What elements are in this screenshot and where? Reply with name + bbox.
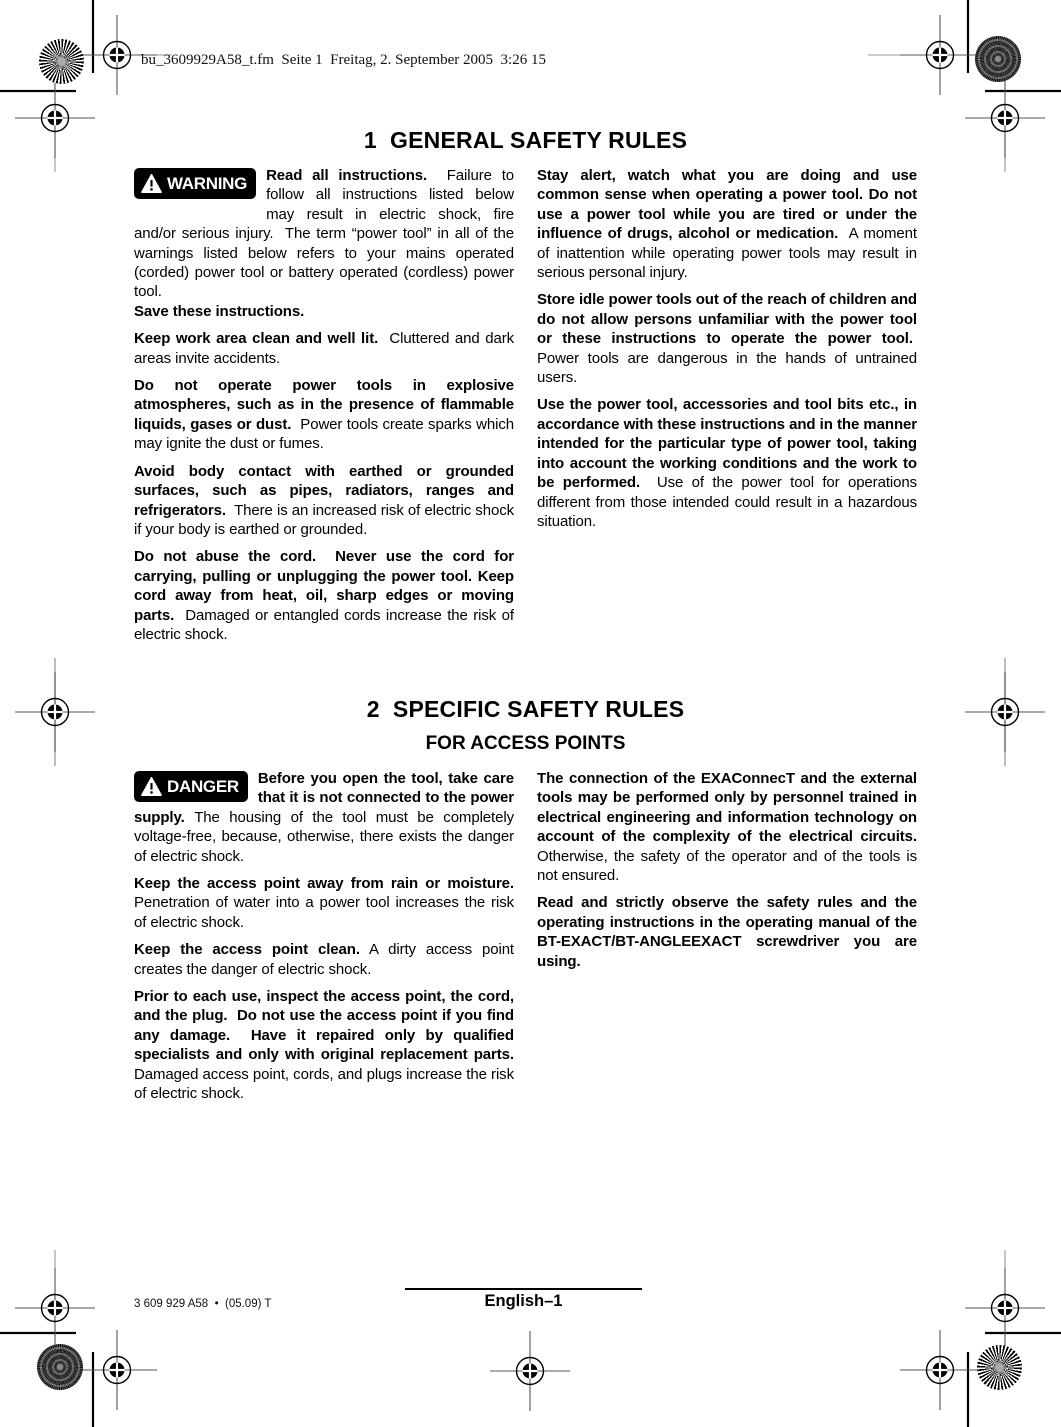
paragraph-lead: Read and strictly observe the safety rules and the operating instructions in the operating manual of the BT-EXACT/BT-ANGLEEXACT screwdriver you are using.	[537, 894, 917, 970]
paragraph-body: Otherwise, the safety of the operator and of the tools is not ensured.	[537, 847, 917, 885]
paragraph	[134, 547, 514, 644]
warning-badge-label: WARNING	[167, 174, 248, 193]
paragraph	[537, 395, 917, 531]
registration-mark-icon	[15, 672, 95, 752]
danger-badge-label: DANGER	[167, 777, 239, 796]
header-note: bu_3609929A58_t.fm Seite 1 Freitag, 2. September 2005 3:26 15	[141, 52, 546, 68]
paragraph-lead: Keep work area clean and well lit.	[134, 330, 379, 348]
paragraph	[134, 462, 514, 540]
section1-title: 1 GENERAL SAFETY RULES	[363, 127, 688, 153]
paragraph-body: Power tools create sparks which may ignite the dust or fumes.	[134, 415, 514, 453]
section2-right-column	[537, 769, 917, 1112]
paragraph-lead: Avoid body contact with earthed or grounded surfaces, such as pipes, radiators, ranges and refrigerators.	[134, 462, 514, 519]
paragraph	[134, 874, 514, 932]
section2-columns	[134, 769, 917, 1112]
footer-page-label: English–1	[484, 1292, 563, 1310]
paragraph	[134, 376, 514, 454]
fine-pattern-target-icon	[37, 1344, 83, 1390]
paragraph	[134, 166, 514, 302]
paragraph-body: There is an increased risk of electric shock if your body is earthed or grounded.	[134, 501, 514, 538]
paragraph-lead: Do not abuse the cord. Never use the cord for carrying, pulling or unplugging the power tool. Keep cord away from heat, oil, sharp edges or moving parts.	[134, 548, 514, 624]
paragraph-lead: Keep the access point away from rain or moisture.	[134, 875, 514, 893]
paragraph	[537, 166, 917, 282]
paragraph-body: Power tools are dangerous in the hands of untrained users.	[537, 330, 917, 387]
paragraph-lead: Store idle power tools out of the reach of children and do not allow persons unfamiliar with the power tool or these instructions to operate the power tool.	[537, 291, 917, 348]
paragraph-lead: Keep the access point clean.	[134, 941, 360, 959]
paragraph-lead: Read all instructions.	[266, 167, 428, 184]
registration-mark-icon	[77, 1330, 157, 1410]
footer-doc-number: 3 609 929 A58 • (05.09) T	[134, 1298, 272, 1310]
star-target-icon	[39, 39, 84, 84]
paragraph-lead: Prior to each use, inspect the access point, the cord, and the plug. Do not use the access point if you find any damage. Have it repaired only by qualified specialists and only with original replacement parts.	[134, 988, 514, 1064]
section1-left-column	[134, 166, 514, 652]
warning-triangle-icon	[141, 174, 162, 193]
paragraph-lead: Do not operate power tools in explosive atmospheres, such as in the presence of flammable liquids, gases or dust.	[134, 377, 514, 433]
warning-triangle-icon	[141, 777, 162, 796]
paragraph	[134, 940, 514, 979]
paragraph-body: Damaged access point, cords, and plugs increase the risk of electric shock.	[134, 1065, 514, 1103]
paragraph	[537, 290, 917, 387]
registration-mark-icon	[965, 1268, 1045, 1348]
section1-right-column	[537, 166, 917, 652]
star-target-icon	[977, 1345, 1022, 1390]
danger-badge	[134, 771, 248, 802]
paragraph-lead: Before you open the tool, take care that it is not connected to the power supply.	[134, 770, 514, 826]
paragraph-lead: Use the power tool, accessories and tool bits etc., in accordance with these instructions and in the manner intended for the particular type of power tool, taking into account the working conditions and the work to be performed.	[537, 396, 917, 492]
paragraph-body: The housing of the tool must be completely voltage-free, because, otherwise, there exists the danger of electric shock.	[134, 808, 514, 865]
paragraph	[134, 987, 514, 1103]
section2-title: 2 SPECIFIC SAFETY RULES	[366, 696, 685, 722]
paragraph-body: A moment of inattention while operating power tools may result in serious personal injury.	[537, 225, 917, 282]
section1-columns	[134, 166, 917, 652]
paragraph-body: Penetration of water into a power tool increases the risk of electric shock.	[134, 894, 514, 931]
paragraph	[537, 769, 917, 885]
paragraph-body: Cluttered and dark areas invite accidents.	[134, 330, 515, 367]
fine-pattern-target-icon	[975, 36, 1021, 82]
warning-badge	[134, 168, 256, 199]
section2-left-column	[134, 769, 514, 1112]
registration-mark-icon	[490, 1331, 570, 1411]
footer-rule	[405, 1288, 642, 1290]
paragraph-body: A dirty access point creates the danger of electric shock.	[134, 941, 514, 978]
paragraph-body: Failure to follow all instructions listed below may result in electric shock, fire and/or serious injury. The term “power tool” in all of the warnings listed below refers to your mains operated (corded) power tool or battery operated (cordless) power tool.	[134, 167, 514, 301]
paragraph	[134, 302, 514, 321]
paragraph-lead: Stay alert, watch what you are doing and use common sense when operating a power tool. Do not use a power tool while you are tired or under the influence of drugs, alcohol or medication.	[537, 167, 917, 243]
paragraph	[134, 769, 514, 866]
paragraph	[134, 329, 514, 368]
registration-mark-icon	[965, 672, 1045, 752]
paragraph-body: Use of the power tool for operations different from those intended could result in a hazardous situation.	[537, 474, 917, 530]
paragraph-lead: The connection of the EXAConnecT and the external tools may be performed only by personnel trained in electrical engineering and information technology on account of the complexity of the electrical circuits.	[537, 770, 917, 846]
registration-mark-icon	[15, 1268, 95, 1348]
paragraph-body: Damaged or entangled cords increase the risk of electric shock.	[134, 606, 514, 643]
paragraph	[537, 893, 917, 971]
section2-subtitle: FOR ACCESS POINTS	[425, 733, 626, 754]
paragraph-lead: Save these instructions.	[134, 302, 305, 320]
